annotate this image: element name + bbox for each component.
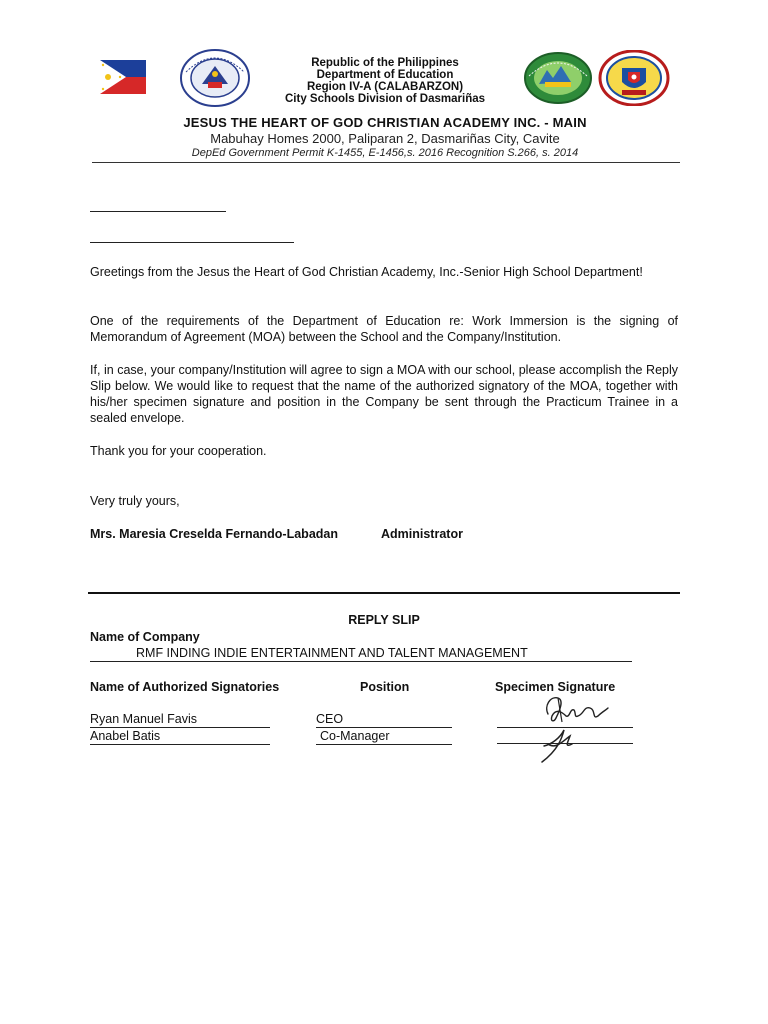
dasmarinas-city-seal-icon — [523, 52, 593, 104]
recipient-name-blank — [90, 211, 226, 212]
closing-line: Very truly yours, — [90, 494, 180, 508]
signature-2-icon — [538, 722, 578, 764]
signatory-title: Administrator — [381, 527, 463, 541]
col-signature-header: Specimen Signature — [495, 680, 616, 694]
signatory-row-1-position: CEO — [316, 711, 452, 728]
recipient-company-blank — [90, 242, 294, 243]
moa-requirement-paragraph: One of the requirements of the Department of Education re: Work Immersion is the signing of Memorandum of Agreement (MOA) between the School and the Company/Institution. — [90, 314, 678, 344]
col-position-header: Position — [360, 680, 410, 694]
header-republic: Republic of the Philippines — [311, 57, 459, 69]
school-seal-icon — [598, 50, 670, 106]
company-label: Name of Company — [90, 630, 200, 644]
signature-1-icon — [540, 692, 612, 726]
signatory-row-1-name: Ryan Manuel Favis — [90, 711, 270, 728]
signatory-name: Mrs. Maresia Creselda Fernando-Labadan — [90, 527, 338, 541]
header-department: Department of Education — [316, 69, 454, 81]
company-value: RMF INDING INDIE ENTERTAINMENT AND TALENT MANAGEMENT — [90, 645, 632, 662]
school-address: Mabuhay Homes 2000, Paliparan 2, Dasmariñas City, Cavite — [210, 131, 560, 146]
school-name: JESUS THE HEART OF GOD CHRISTIAN ACADEMY INC. - MAIN — [183, 115, 587, 130]
greeting-paragraph: Greetings from the Jesus the Heart of God Christian Academy, Inc.-Senior High School Department! — [90, 265, 643, 279]
signatory-row-2-name: Anabel Batis — [90, 728, 270, 745]
header-region: Region IV-A (CALABARZON) — [306, 81, 464, 93]
col-signatories-header: Name of Authorized Signatories — [90, 680, 280, 694]
header-divider — [92, 162, 680, 163]
school-permit: DepEd Government Permit K-1455, E-1456,s. 2016 Recognition S.266, s. 2014 — [191, 147, 579, 159]
signatory-row-2-position: Co-Manager — [316, 728, 452, 745]
reply-slip-title: REPLY SLIP — [348, 613, 420, 627]
reply-request-paragraph: If, in case, your company/Institution will agree to sign a MOA with our school, please accomplish the Reply Slip below. We would like to request that the name of the authorized signatory of the MOA, together with his/her specimen signature and position in the Company be sent through the Practicum Trainee in a sealed envelope. — [90, 363, 678, 425]
thank-you-line: Thank you for your cooperation. — [90, 444, 267, 458]
reply-slip-divider — [88, 592, 680, 594]
philippine-flag-icon — [100, 60, 146, 94]
header-division: City Schools Division of Dasmariñas — [284, 93, 486, 105]
